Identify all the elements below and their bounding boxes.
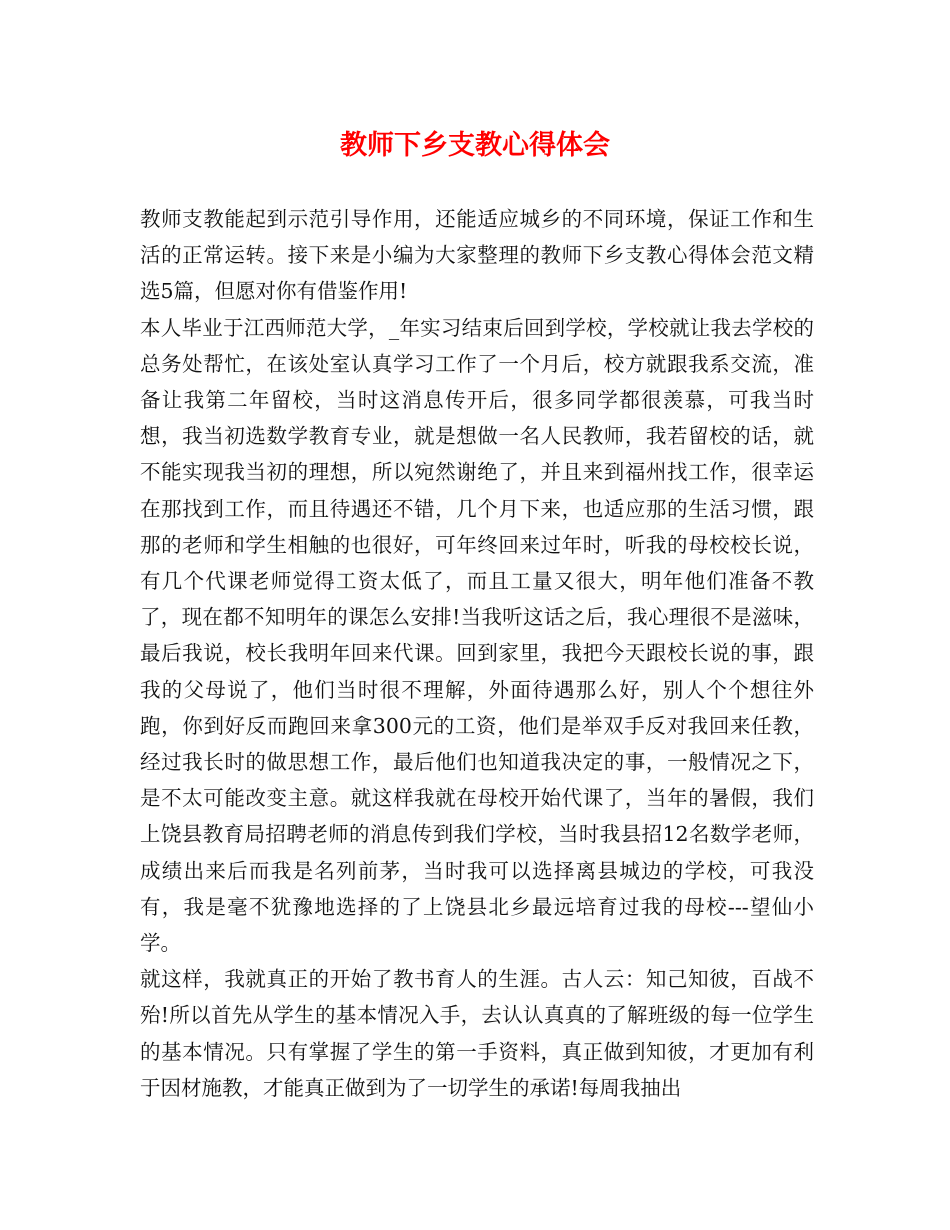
document-body <box>140 201 814 1106</box>
body-paragraph: 就这样，我就真正的开始了教书育人的生涯。古人云：知己知彼，百战不殆!所以首先从学生的基本情况入手，去认认真真的了解班级的每一位学生的基本情况。只有掌握了学生的第一手资料，真正做到知彼，才更加有利于因材施教，才能真正做到为了一切学生的承诺!每周我抽出 <box>140 967 814 1100</box>
intro-paragraph: 教师支教能起到示范引导作用，还能适应城乡的不同环境，保证工作和生活的正常运转。接下来是小编为大家整理的教师下乡支教心得体会范文精选5篇，但愿对你有借鉴作用! <box>140 207 814 304</box>
page-title: 教师下乡支教心得体会 <box>340 130 610 161</box>
body-paragraph: 本人毕业于江西师范大学，_年实习结束后回到学校，学校就让我去学校的总务处帮忙，在该处室认真学习工作了一个月后，校方就跟我系交流，准备让我第二年留校，当时这消息传开后，很多同学都很羡慕，可我当时想，我当初选数学教育专业，就是想做一名人民教师，我若留校的话，就不能实现我当初的理想，所以宛然谢绝了，并且来到福州找工作，很幸运在那找到工作，而且待遇还不错，几个月下来，也适应那的生活习惯，跟那的老师和学生相触的也很好，可年终回来过年时，听我的母校校长说，有几个代课老师觉得工资太低了，而且工量又很大，明年他们准备不教了，现在都不知明年的课怎么安排!当我听这话之后，我心理很不是滋味，最后我说，校长我明年回来代课。回到家里，我把今天跟校长说的事，跟我的父母说了，他们当时很不理解，外面待遇那么好，别人个个想往外跑，你到好反而跑回来拿300元的工资，他们是举双手反对我回来任教，经过我长时的做思想工作，最后他们也知道我决定的事，一般情况之下，是不太可能改变主意。就这样我就在母校开始代课了，当年的暑假，我们上饶县教育局招聘老师的消息传到我们学校，当时我县招12名数学老师，成绩出来后而我是名列前茅，当时我可以选择离县城边的学校，可我没有，我是毫不犹豫地选择的了上饶县北乡最远培育过我的母校---望仙小学。 <box>140 315 814 956</box>
